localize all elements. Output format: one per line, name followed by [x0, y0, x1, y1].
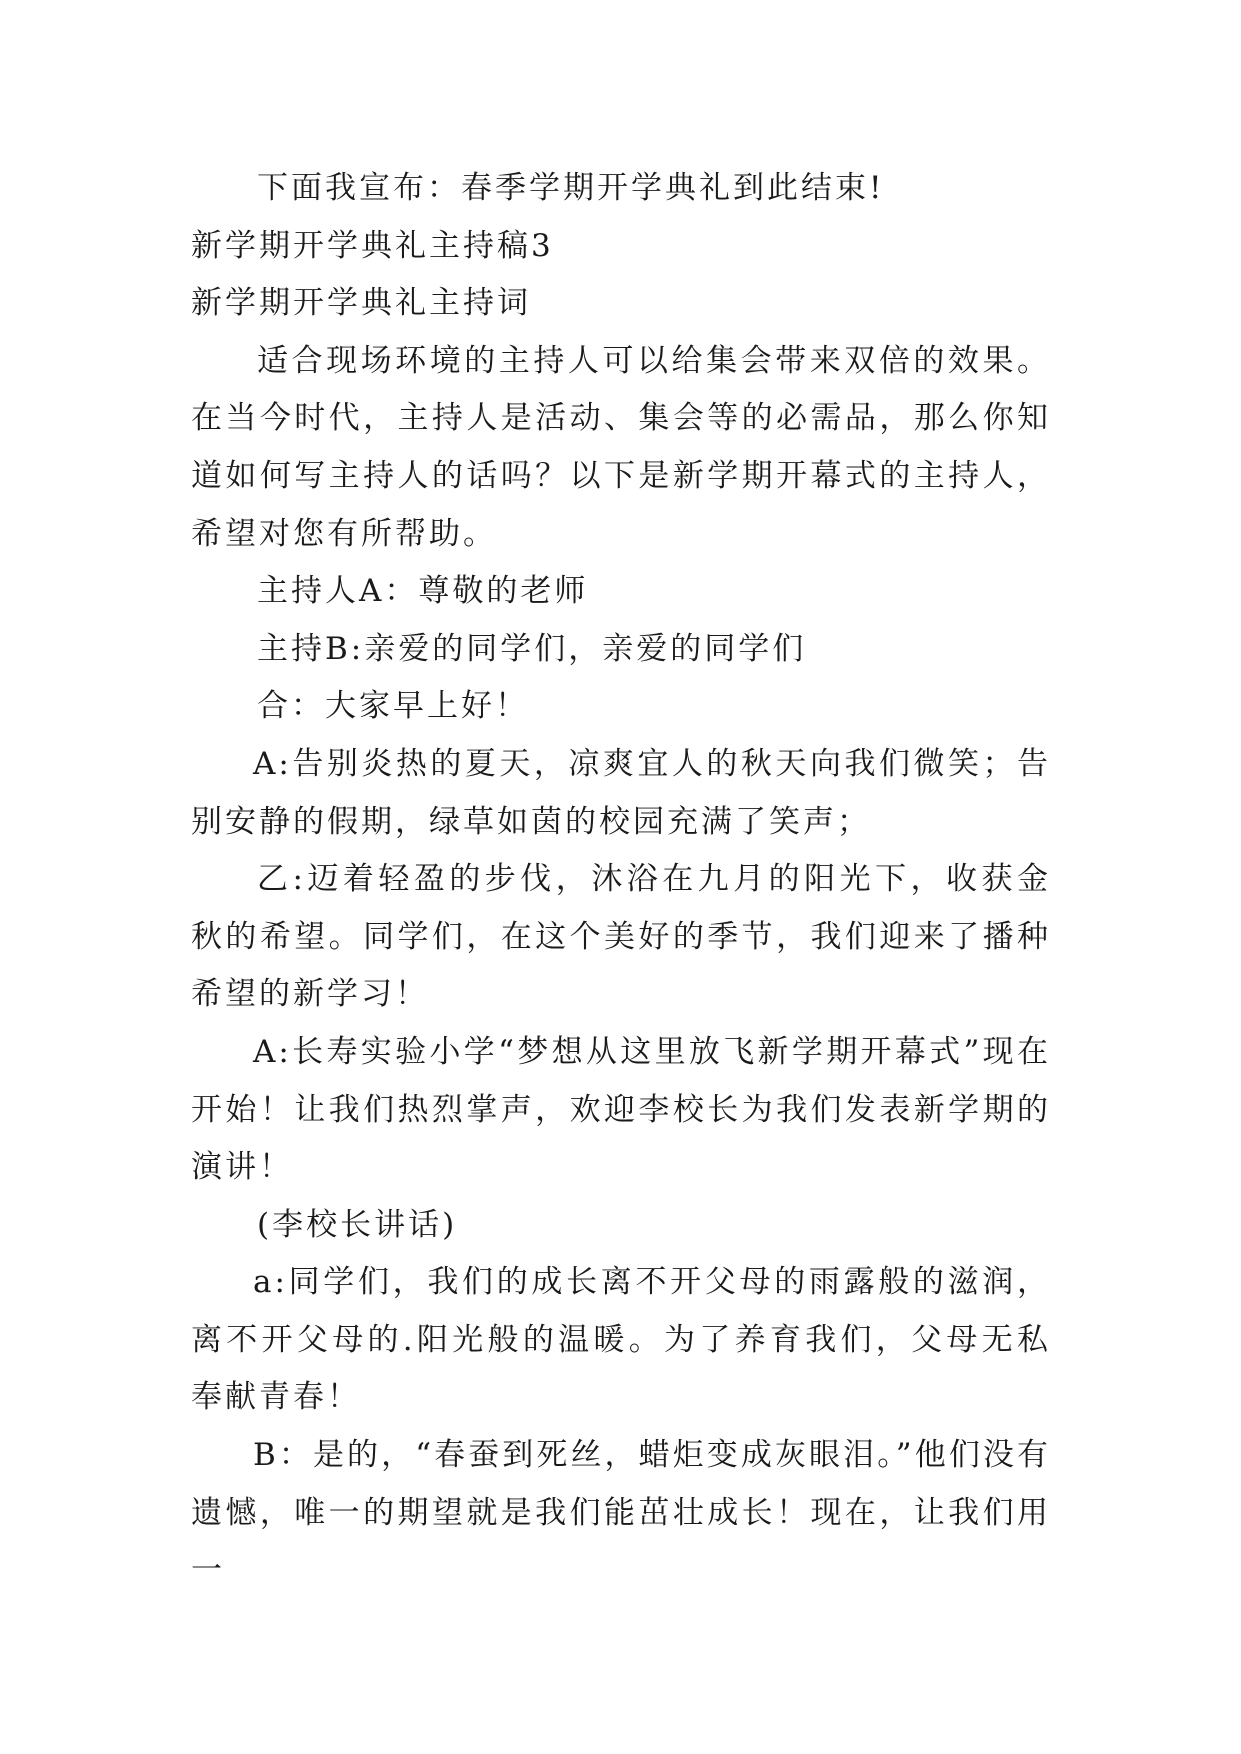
dialogue-line: 乙:迈着轻盈的步伐，沐浴在九月的阳光下，收获金秋的希望。同学们，在这个美好的季节，我们迎来了播种希望的新学习！ — [191, 861, 1051, 1013]
intro-paragraph: 适合现场环境的主持人可以给集会带来双倍的效果。在当今时代，主持人是活动、集会等的必需品，那么你知道如何写主持人的话吗？以下是新学期开幕式的主持人，希望对您有所帮助。 — [191, 342, 1051, 552]
dialogue-line: a:同学们，我们的成长离不开父母的雨露般的滋润，离不开父母的.阳光般的温暖。为了养育我们，父母无私奉献青春！ — [191, 1264, 1051, 1416]
dialogue-line: A:长寿实验小学“梦想从这里放飞新学期开幕式”现在开始！让我们热烈掌声，欢迎李校长为我们发表新学期的演讲！ — [191, 1033, 1051, 1186]
dialogue-line: 合：大家早上好！ — [257, 688, 529, 725]
closing-announcement: 下面我宣布：春季学期开学典礼到此结束! — [257, 170, 885, 206]
document-body — [191, 160, 1051, 1600]
dialogue-line: 主持人A：尊敬的老师 — [257, 573, 589, 610]
dialogue-line: 主持B:亲爱的同学们，亲爱的同学们 — [257, 630, 807, 667]
dialogue-line: B：是的，“春蚕到死丝，蜡炬变成灰眼泪。”他们没有遗憾，唯一的期望就是我们能茁壮成长！现在，让我们用一 — [191, 1437, 1051, 1589]
section-subtitle: 新学期开学典礼主持词 — [191, 285, 531, 322]
section-title: 新学期开学典礼主持稿3 — [191, 227, 554, 264]
stage-direction: (李校长讲话) — [257, 1206, 458, 1243]
dialogue-line: A:告别炎热的夏天，凉爽宜人的秋天向我们微笑；告别安静的假期，绿草如茵的校园充满了笑声； — [191, 745, 1051, 840]
